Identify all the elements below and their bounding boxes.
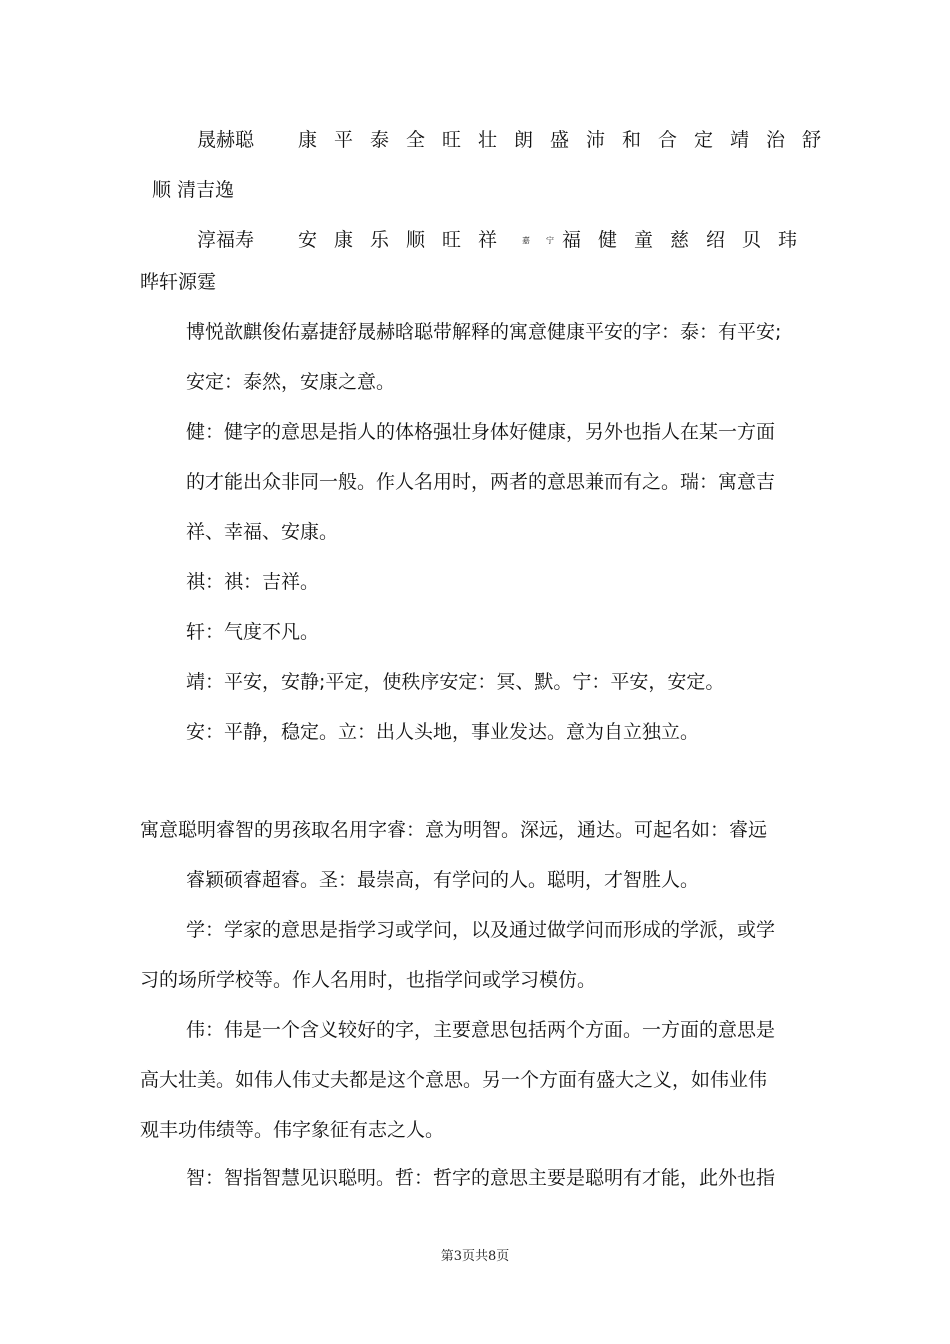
paragraph-line: 安：平静，稳定。立：出人头地，事业发达。意为自立独立。	[186, 721, 700, 743]
page-footer: 第3页共8页	[440, 1249, 510, 1264]
paragraph-line: 智：智指智慧见识聪明。哲：哲字的意思主要是聪明有才能，此外也指	[186, 1167, 776, 1189]
paragraph-line: 轩：气度不凡。	[186, 621, 320, 643]
name-characters-2-cont: 晔轩源霆	[140, 271, 217, 293]
tiny-mark-1: 嘉	[522, 235, 531, 245]
paragraph-line: 博悦歆麒俊佑嘉捷舒晟赫晗聪带解释的寓意健康平安的字：泰：有平安;	[186, 321, 782, 343]
paragraph-line: 安定：泰然，安康之意。	[186, 371, 396, 393]
paragraph-line: 伟：伟是一个含义较好的字，主要意思包括两个方面。一方面的意思是	[186, 1019, 776, 1041]
tiny-mark-2: 宁	[546, 235, 555, 245]
name-characters-1: 康平泰全旺壮朗盛沛和合定靖治舒	[298, 129, 839, 151]
paragraph-line: 祥、幸福、安康。	[186, 521, 339, 543]
paragraph-line: 寓意聪明睿智的男孩取名用字睿：意为明智。深远，通达。可起名如：睿远	[140, 819, 768, 841]
name-label-2: 淳福寿	[197, 229, 255, 251]
paragraph-line: 靖：平安，安静;平定，使秩序安定：冥、默。宁：平安，安定。	[186, 671, 725, 693]
paragraph-line: 的才能出众非同一般。作人名用时，两者的意思兼而有之。瑞：寓意吉	[186, 471, 776, 493]
paragraph-line: 观丰功伟绩等。伟字象征有志之人。	[140, 1119, 445, 1141]
name-characters-2: 安康乐顺旺祥 嘉 宁 福健童慈绍贝玮	[298, 229, 815, 251]
paragraph-line: 习的场所学校等。作人名用时，也指学问或学习模仿。	[140, 969, 597, 991]
name-characters-1-cont: 顺 清吉逸	[152, 179, 235, 201]
paragraph-line: 高大壮美。如伟人伟丈夫都是这个意思。另一个方面有盛大之义，如伟业伟	[140, 1069, 768, 1091]
paragraph-line: 祺：祺：吉祥。	[186, 571, 320, 593]
paragraph-line: 睿颖硕睿超睿。圣：最崇高，有学问的人。聪明，才智胜人。	[186, 869, 700, 891]
paragraph-line: 健：健字的意思是指人的体格强壮身体好健康，另外也指人在某一方面	[186, 421, 776, 443]
name-label-1: 晟赫聪	[197, 129, 255, 151]
paragraph-line: 学：学家的意思是指学习或学问，以及通过做学问而形成的学派，或学	[186, 919, 776, 941]
